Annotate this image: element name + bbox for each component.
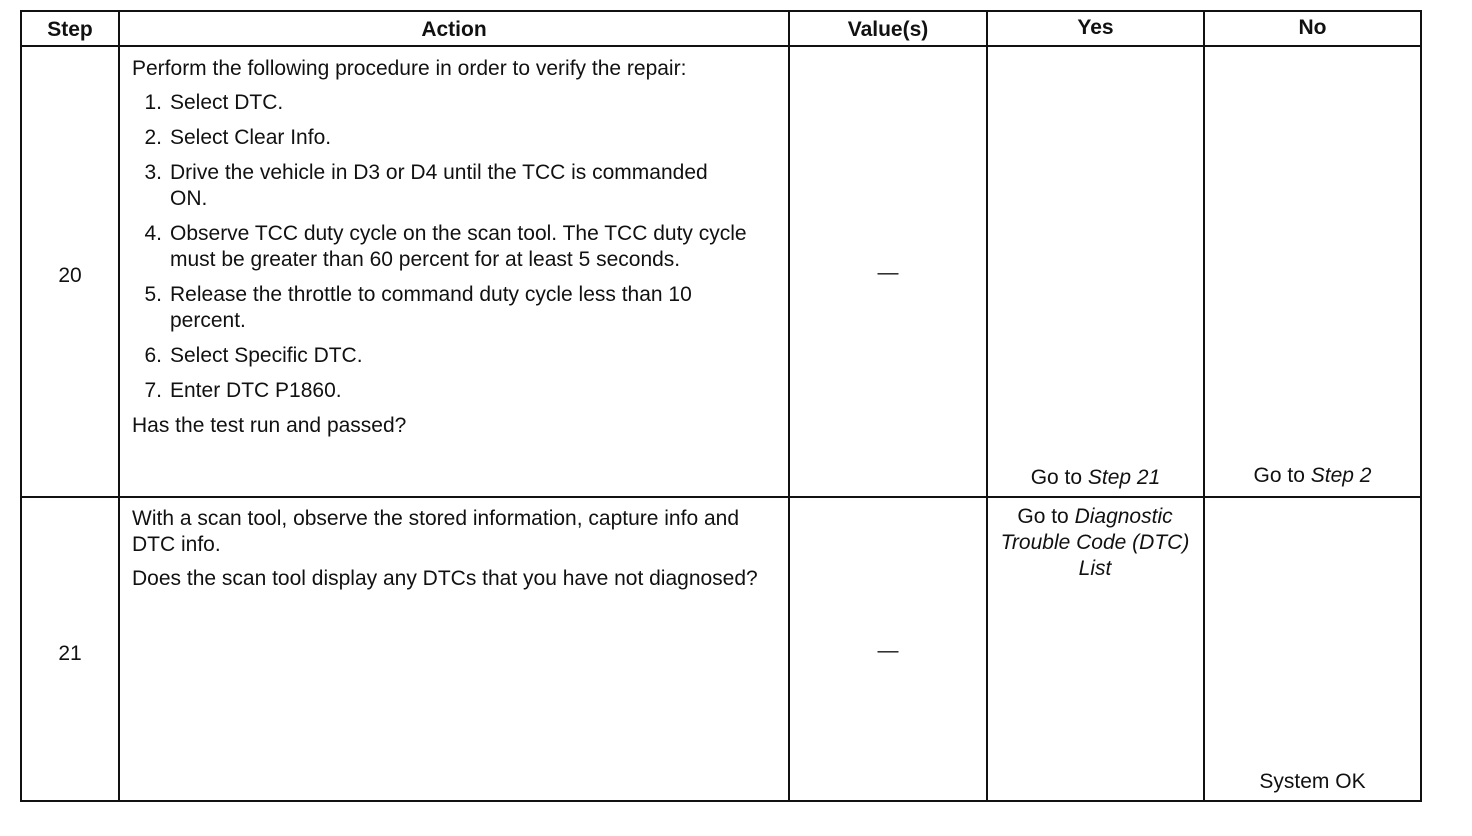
- yes-action: Go to Step 21: [1030, 466, 1161, 489]
- procedure-list: [132, 90, 782, 404]
- table-border-bottom: [20, 800, 1422, 802]
- row-divider: [20, 496, 1422, 498]
- header-no: No: [1298, 16, 1327, 39]
- list-item: 4. Observe TCC duty cycle on the scan tool. The TCC duty cycle must be greater than 60 percent for at least 5 seconds.: [144, 222, 747, 271]
- list-item: 2. Select Clear Info.: [144, 126, 332, 149]
- header-divider: [20, 45, 1422, 47]
- yes-action: Go to Diagnostic Trouble Code (DTC) List: [1000, 505, 1190, 580]
- action-cell: [132, 56, 782, 439]
- action-intro: With a scan tool, observe the stored information, capture info and DTC info.: [132, 507, 740, 556]
- col-divider-step: [118, 10, 120, 802]
- col-divider-yes: [1203, 10, 1205, 802]
- action-cell: [132, 506, 772, 592]
- diagnostic-table: [20, 10, 1422, 802]
- action-intro: Perform the following procedure in order to verify the repair:: [132, 57, 687, 80]
- action-question: Does the scan tool display any DTCs that you have not diagnosed?: [132, 567, 758, 590]
- no-step-link[interactable]: Step 2: [1310, 464, 1372, 487]
- table-border-right: [1420, 10, 1422, 802]
- yes-step-link[interactable]: Step 21: [1087, 466, 1161, 489]
- header-values: Value(s): [847, 18, 929, 41]
- step-number: 20: [58, 264, 82, 287]
- list-item: 7. Enter DTC P1860.: [144, 379, 342, 402]
- list-item: 1. Select DTC.: [144, 91, 284, 114]
- list-item: 5. Release the throttle to command duty cycle less than 10 percent.: [144, 283, 692, 332]
- value-dash: —: [877, 261, 899, 284]
- col-divider-action: [788, 10, 790, 802]
- step-number: 21: [58, 642, 82, 665]
- no-action: Go to Step 2: [1253, 464, 1372, 487]
- action-question: Has the test run and passed?: [132, 414, 407, 437]
- col-divider-values: [986, 10, 988, 802]
- no-action: System OK: [1259, 770, 1366, 793]
- yes-dtc-list-link[interactable]: Diagnostic Trouble Code (DTC) List: [1000, 505, 1190, 580]
- table-border-left: [20, 10, 22, 802]
- list-item: 6. Select Specific DTC.: [144, 344, 363, 367]
- list-item: 3. Drive the vehicle in D3 or D4 until the TCC is commanded ON.: [144, 161, 708, 210]
- table-border-top: [20, 10, 1422, 12]
- header-action: Action: [421, 18, 487, 41]
- header-yes: Yes: [1077, 16, 1114, 39]
- header-step: Step: [47, 18, 93, 41]
- value-dash: —: [877, 639, 899, 662]
